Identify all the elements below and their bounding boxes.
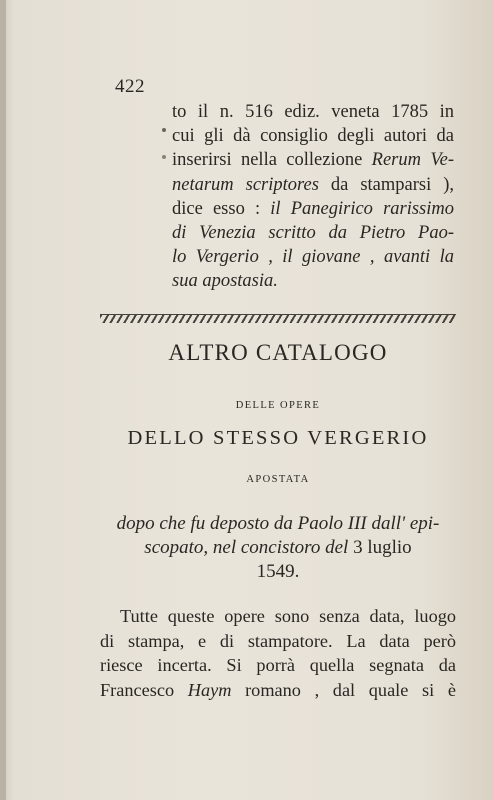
text-line: lo Vergerio , il giovane , avanti la <box>172 247 454 268</box>
margin-mark <box>162 128 166 132</box>
text-line: netarum scriptores da stamparsi ), <box>172 174 454 195</box>
text-line: Francesco Haym romano , dal quale si è <box>100 679 456 700</box>
text-line: Tutte queste opere sono senza data, luogo <box>120 606 456 626</box>
description-line <box>100 536 456 560</box>
text-line: inserirsi nella collezione Rerum Ve- <box>172 150 454 171</box>
section-title: ALTRO CATALOGO <box>168 340 388 365</box>
text-line: sua apostasia. <box>172 271 278 292</box>
section-subtitle: DELLE OPERE <box>235 400 321 411</box>
text-line: cui gli dà consiglio degli autori da <box>172 126 454 147</box>
decorative-divider <box>100 314 456 323</box>
section-description <box>100 512 456 584</box>
description-year: 1549. <box>256 561 300 582</box>
paragraph-continuation <box>172 100 454 294</box>
text-line: di Venezia scritto da Pietro Pao- <box>172 222 454 243</box>
text-line: to il n. 516 ediz. veneta 1785 in <box>172 102 454 122</box>
description-italic: scopato, nel concistoro del <box>144 537 349 558</box>
section-heading: DELLO STESSO VERGERIO <box>127 427 429 449</box>
page-number: 422 <box>115 76 145 97</box>
margin-mark <box>162 155 166 159</box>
description-date: 3 luglio <box>353 537 412 558</box>
text-line: di stampa, e di stampatore. La data però <box>100 630 456 651</box>
body-paragraph <box>100 604 456 702</box>
text-line: riesce incerta. Si porrà quella segnata da <box>100 655 456 676</box>
description-line: dopo che fu deposto da Paolo III dall' epi- <box>116 513 440 534</box>
text-line: dice esso : il Panegirico rarissimo <box>172 198 455 219</box>
section-qualifier: APOSTATA <box>246 474 310 485</box>
